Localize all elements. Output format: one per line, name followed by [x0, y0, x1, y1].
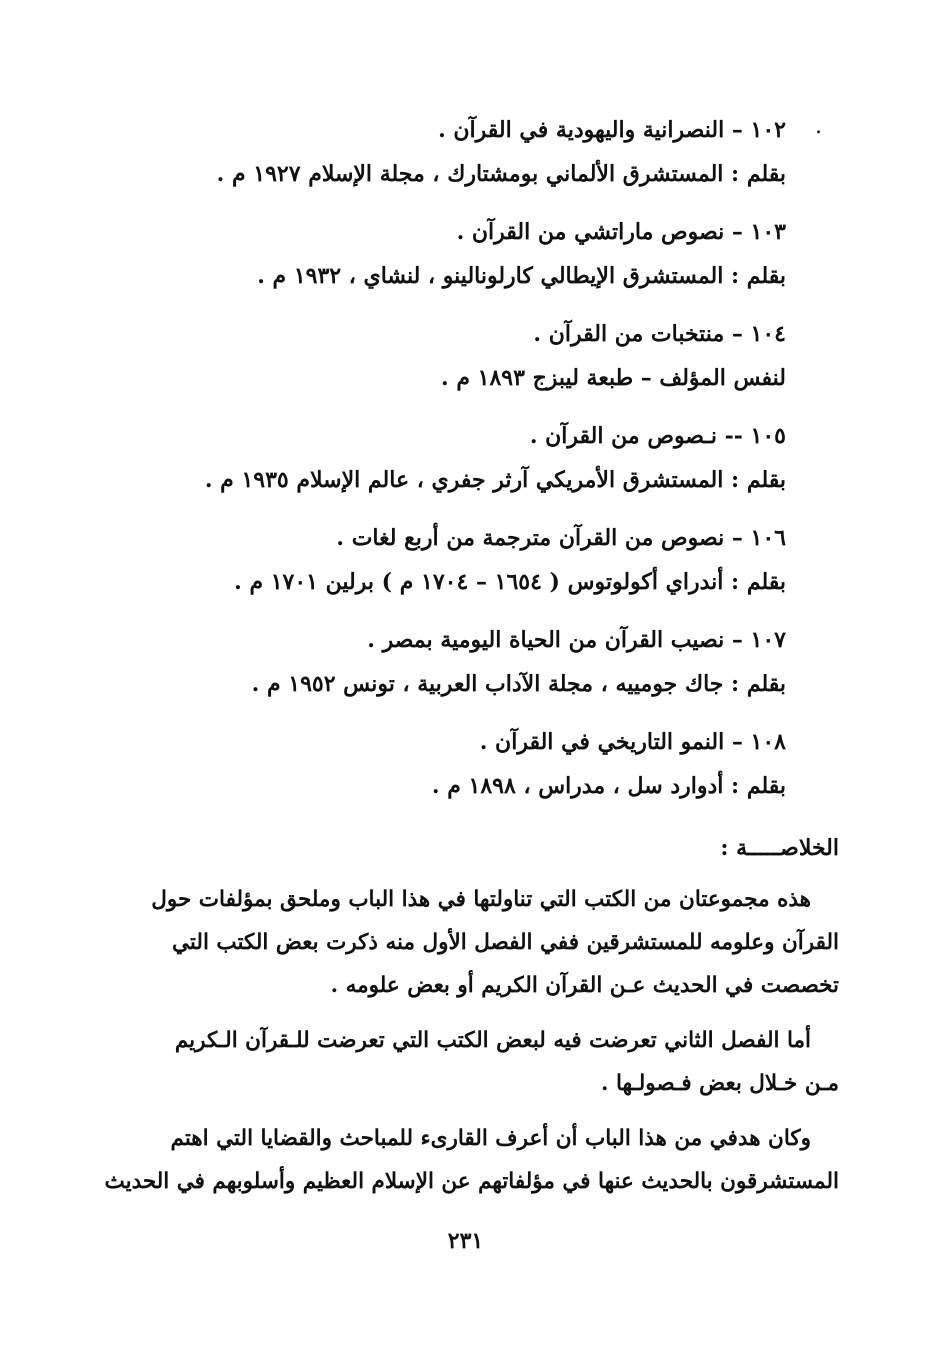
bibliography-entry-104	[126, 312, 786, 400]
bibliography-entry-108	[126, 720, 786, 808]
bibliography-entry-102	[126, 108, 786, 196]
entry-title: ١٠٦ – نصوص من القرآن مترجمة من أربع لغات .	[336, 525, 786, 551]
paragraph-line: مـن خـلال بعض فـصولـها .	[601, 1071, 839, 1096]
paragraph-line: المستشرقون بالحديث عنها في مؤلفاتهم عن الإسلام العظيم وأسلوبهم في الحديث	[104, 1169, 839, 1194]
entry-title: ١٠٢ – النصرانية واليهودية في القرآن .	[438, 117, 786, 143]
bibliography-entry-105	[126, 414, 786, 502]
paragraph-line: وكان هدفي من هذا الباب أن أعرف القارىء للمباحث والقضايا التي اهتم	[170, 1126, 811, 1151]
entry-author: بقلم : أدوارد سل ، مدراس ، ١٨٩٨ م .	[431, 773, 786, 799]
entry-author: بقلم : أندراي أكولوتوس ( ١٦٥٤ – ١٧٠٤ م ) برلين ١٧٠١ م .	[234, 569, 786, 595]
bibliography-entry-107	[126, 618, 786, 706]
entry-author: بقلم : المستشرق الإيطالي كارلونالينو ، لنشاي ، ١٩٣٢ م .	[257, 263, 786, 289]
entry-title: ١٠٧ – نصيب القرآن من الحياة اليومية بمصر .	[367, 627, 786, 653]
bibliography-list	[126, 108, 786, 822]
summary-heading: الخلاصـــــة :	[720, 835, 839, 861]
summary-paragraph-3	[104, 1117, 839, 1203]
page-number: ٢٣١	[447, 1228, 484, 1254]
entry-author: بقلم : المستشرق الألماني بومشتارك ، مجلة الإسلام ١٩٢٧ م .	[216, 161, 786, 187]
entry-title: ١٠٥ -- نـصوص من القرآن .	[529, 423, 786, 449]
paragraph-line: هذه مجموعتان من الكتب التي تناولتها في هذا الباب وملحق بمؤلفات حول	[151, 887, 811, 912]
bibliography-entry-106	[126, 516, 786, 604]
bibliography-entry-103	[126, 210, 786, 298]
entry-author: لنفس المؤلف – طبعة ليبزج ١٨٩٣ م .	[441, 365, 786, 391]
paragraph-line: تخصصت في الحديث عـن القرآن الكريم أو بعض علومه .	[330, 973, 839, 998]
paragraph-line: القرآن وعلومه للمستشرقين ففي الفصل الأول منه ذكرت بعض الكتب التي	[171, 930, 839, 955]
stray-mark: .	[815, 114, 822, 139]
entry-author: بقلم : جاك جومييه ، مجلة الآداب العربية ، تونس ١٩٥٢ م .	[251, 671, 786, 697]
entry-author: بقلم : المستشرق الأمريكي آرثر جفري ، عالم الإسلام ١٩٣٥ م .	[204, 467, 786, 493]
entry-title: ١٠٣ – نصوص ماراتشي من القرآن .	[456, 219, 786, 245]
entry-title: ١٠٤ – منتخبات من القرآن .	[533, 321, 786, 347]
paragraph-line: أما الفصل الثاني تعرضت فيه لبعض الكتب التي تعرضت للـقرآن الـكريم	[174, 1028, 811, 1053]
summary-paragraph-1	[139, 878, 839, 1007]
summary-paragraph-2	[139, 1019, 839, 1105]
summary-section	[104, 826, 839, 1215]
entry-title: ١٠٨ – النمو التاريخي في القرآن .	[479, 729, 786, 755]
